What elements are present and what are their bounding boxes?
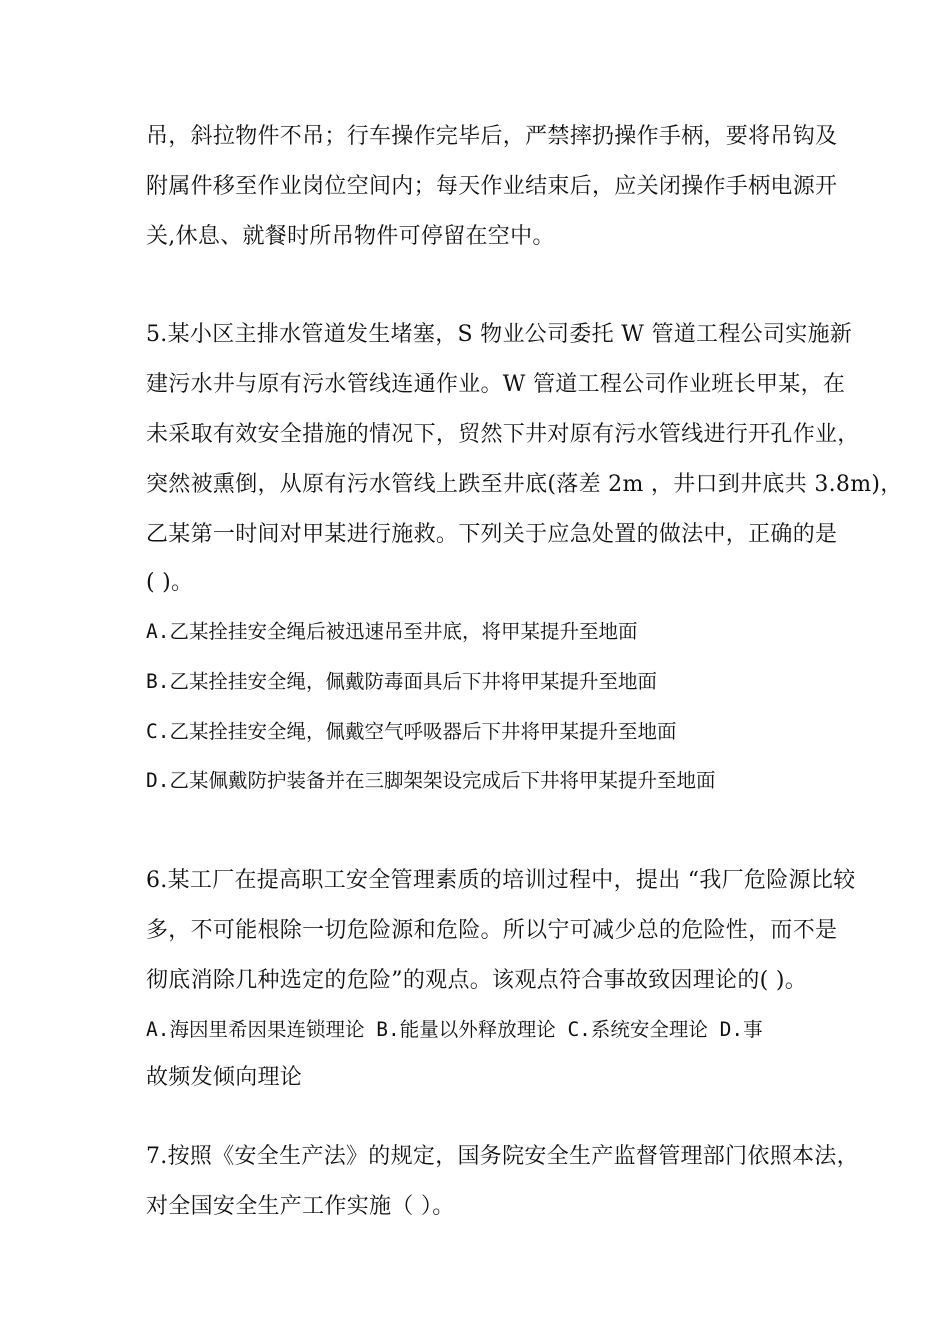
paragraph-line: 附属件移至作业岗位空间内；每天作业结束后，应关闭操作手柄电源开 [146,174,838,199]
question-line: 对全国安全生产工作实施（ ）。 [146,1194,455,1219]
question-line: 突然被熏倒，从原有污水管线上跌至井底(落差 2m ，井口到井底共 3.8m)， [146,472,903,497]
question-line: 7.按照《安全生产法》的规定，国务院安全生产监督管理部门依照本法， [146,1144,859,1169]
question-line: 彻底消除几种选定的危险”的观点。该观点符合事故致因理论的( )。 [146,968,808,993]
option-c: C.乙某拴挂安全绳，佩戴空气呼吸器后下井将甲某提升至地面 [146,720,677,743]
paragraph-line: 关,休息、就餐时所吊物件可停留在空中。 [146,224,555,249]
question-line: ( )。 [146,570,194,595]
question-line: 未采取有效安全措施的情况下，贸然下井对原有污水管线进行开孔作业， [146,422,860,447]
question-line: 6.某工厂在提高职工安全管理素质的培训过程中，提出 “我厂危险源比较 [146,868,856,893]
paragraph-line: 吊，斜拉物件不吊；行车操作完毕后，严禁摔扔操作手柄，要将吊钩及 [146,124,838,149]
option-d: D.乙某佩戴防护装备并在三脚架架设完成后下井将甲某提升至地面 [146,769,716,792]
option-a: A.乙某拴挂安全绳后被迅速吊至井底，将甲某提升至地面 [146,620,638,643]
question-line: 5.某小区主排水管道发生堵塞，S 物业公司委托 W 管道工程公司实施新 [146,322,853,347]
options-line: A.海因里希因果连锁理论 B.能量以外释放理论 C.系统安全理论 D.事 [146,1018,763,1041]
question-line: 建污水井与原有污水管线连通作业。W 管道工程公司作业班长甲某，在 [146,372,846,397]
options-line-tail: 故频发倾向理论 [146,1065,303,1090]
option-b: B.乙某拴挂安全绳，佩戴防毒面具后下井将甲某提升至地面 [146,670,657,693]
question-line: 乙某第一时间对甲某进行施救。下列关于应急处置的做法中，正确的是 [146,522,838,547]
question-line: 多，不可能根除一切危险源和危险。所以宁可减少总的危险性，而不是 [146,918,838,943]
